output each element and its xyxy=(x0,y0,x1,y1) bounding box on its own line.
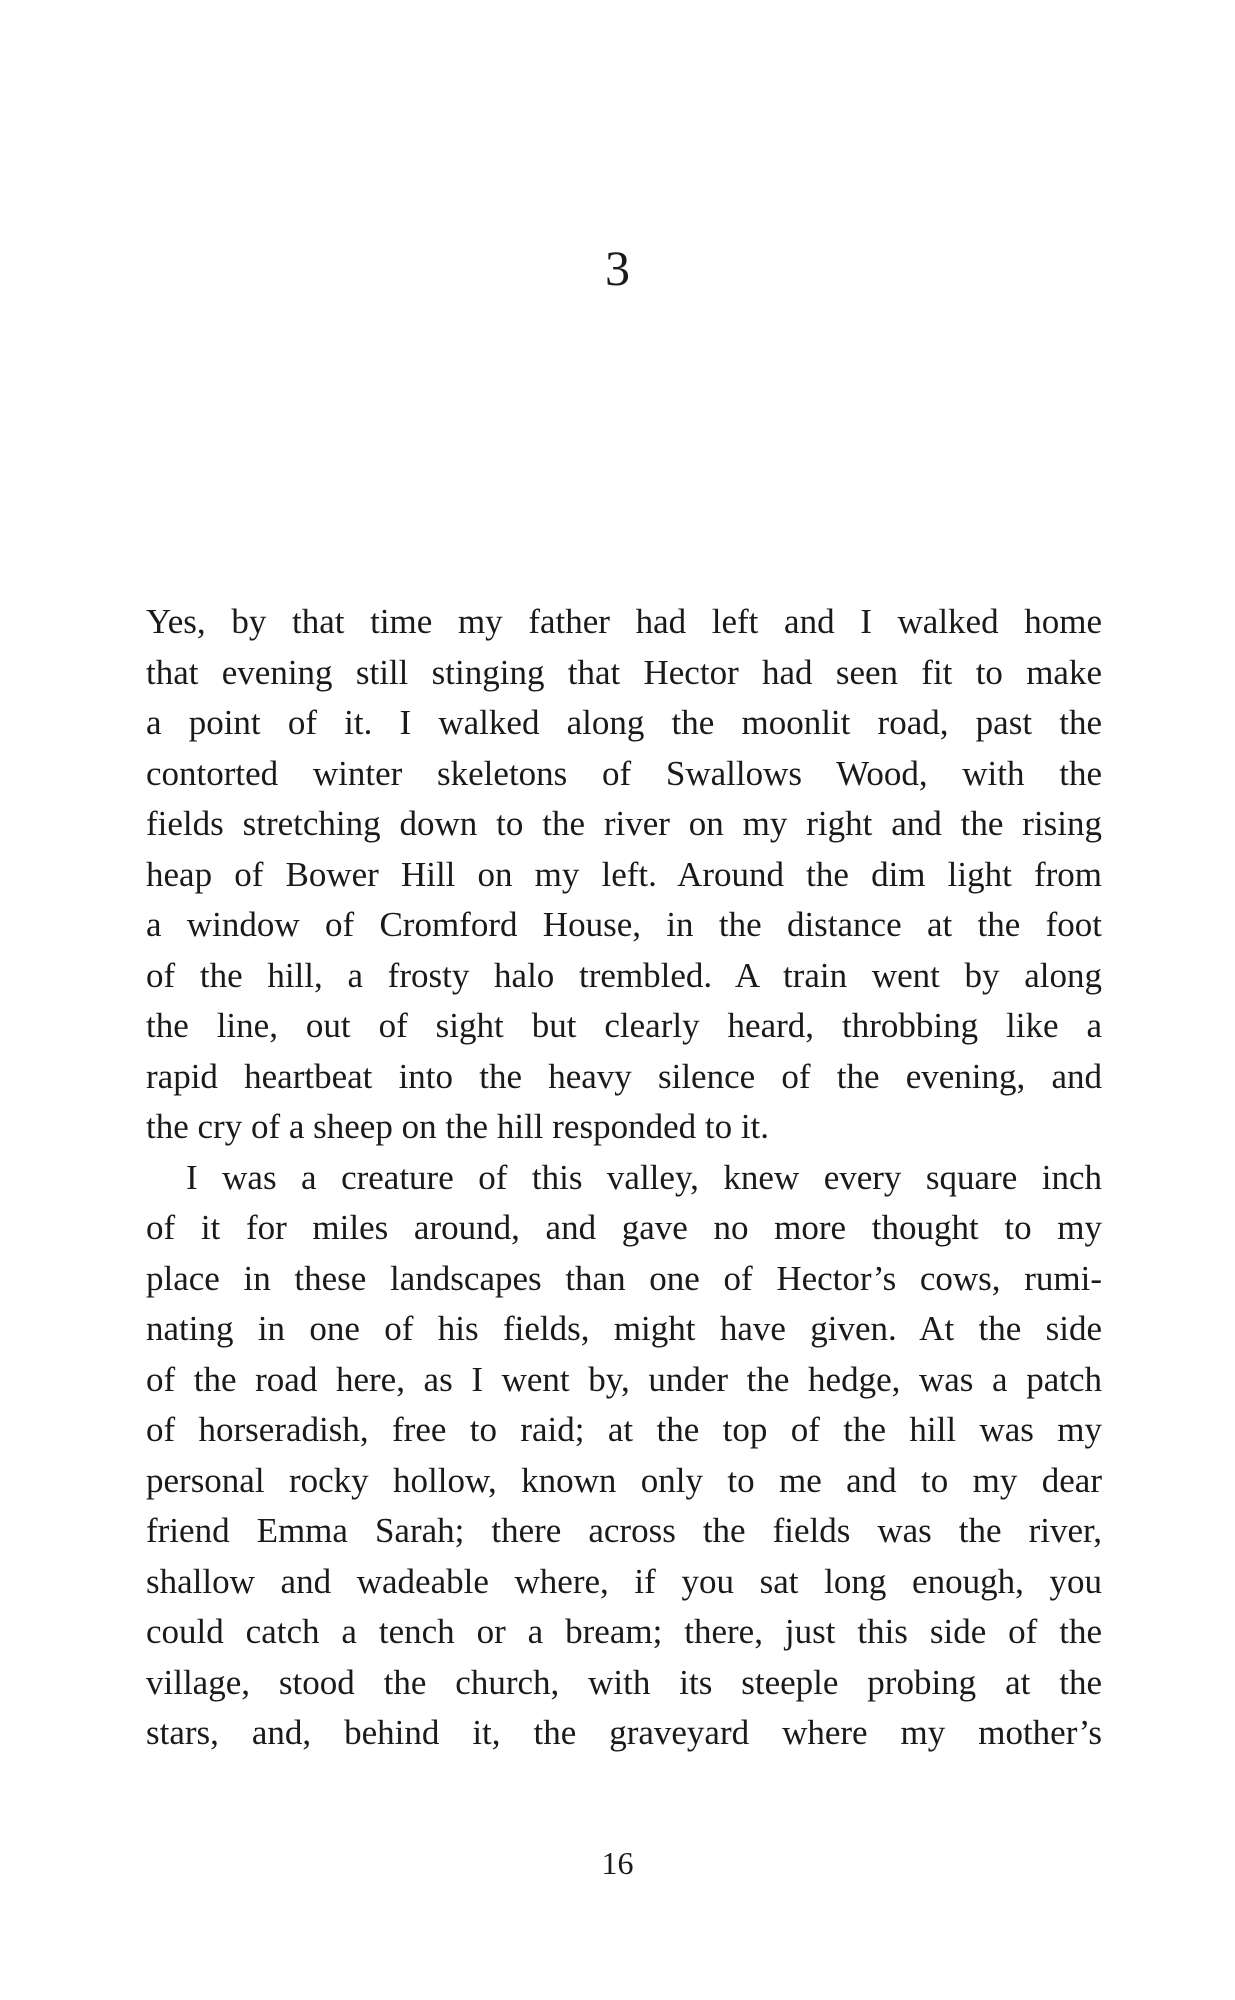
text-line: a point of it. I walked along the moonlit road, past the xyxy=(146,703,1102,742)
text-line: friend Emma Sarah; there across the fields was the river, xyxy=(146,1511,1102,1550)
text-line: personal rocky hollow, known only to me and to my dear xyxy=(146,1460,1102,1500)
text-line: village, stood the church, with its steeple probing at the xyxy=(146,1662,1102,1702)
text-line: the cry of a sheep on the hill responded to it. xyxy=(146,1107,770,1146)
text-line: fields stretching down to the river on my right and the rising xyxy=(146,804,1102,843)
text-line: of the road here, as I went by, under the hedge, was a patch xyxy=(146,1359,1102,1399)
text-line: contorted winter skeletons of Swallows Wood, with the xyxy=(146,753,1102,793)
text-line: could catch a tench or a bream; there, just this side of the xyxy=(146,1612,1102,1651)
text-line: that evening still stinging that Hector had seen fit to make xyxy=(146,652,1102,692)
text-line: nating in one of his fields, might have given. At the side xyxy=(146,1309,1102,1348)
text-line: heap of Bower Hill on my left. Around the dim light from xyxy=(146,854,1102,894)
text-line: shallow and wadeable where, if you sat long enough, you xyxy=(146,1561,1102,1601)
text-line: of horseradish, free to raid; at the top of the hill was my xyxy=(146,1410,1102,1449)
text-line: place in these landscapes than one of Hector’s cows, rumi- xyxy=(146,1258,1102,1298)
text-line: stars, and, behind it, the graveyard where my mother’s xyxy=(146,1713,1102,1752)
text-line: rapid heartbeat into the heavy silence of the evening, and xyxy=(146,1056,1102,1096)
text-line: a window of Cromford House, in the distance at the foot xyxy=(146,905,1102,944)
text-line: the line, out of sight but clearly heard, throbbing like a xyxy=(146,1006,1102,1045)
text-line: of the hill, a frosty halo trembled. A train went by along xyxy=(146,955,1102,995)
text-line: of it for miles around, and gave no more thought to my xyxy=(146,1208,1102,1247)
body-text xyxy=(146,597,1102,1759)
page-number: 16 xyxy=(601,1845,634,1881)
text-line: I was a creature of this valley, knew every square inch xyxy=(186,1157,1102,1197)
text-line: Yes, by that time my father had left and I walked home xyxy=(146,602,1102,641)
chapter-number: 3 xyxy=(605,240,630,296)
